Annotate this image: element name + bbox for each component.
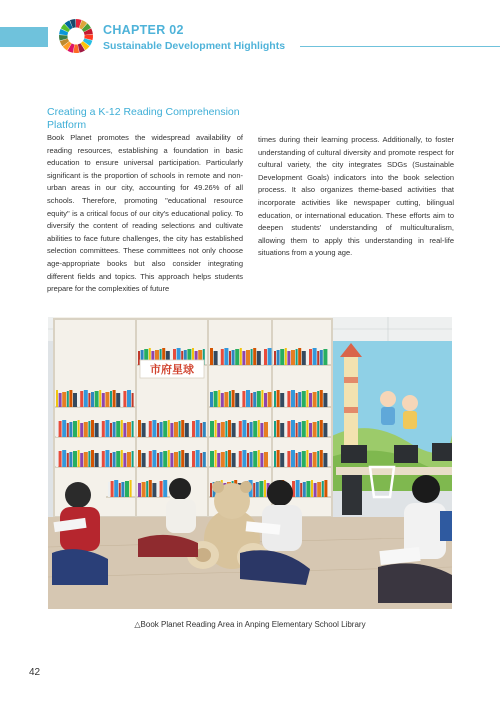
book-spine <box>179 451 181 467</box>
book-spine <box>280 349 284 365</box>
book-spine <box>268 348 272 365</box>
book-spine <box>62 420 66 437</box>
book-spine <box>130 480 132 497</box>
book-spine <box>214 351 218 365</box>
book-spine <box>185 453 189 467</box>
book-spine <box>84 422 88 437</box>
book-spine <box>146 452 148 467</box>
book-spine <box>228 450 231 467</box>
book-spine <box>215 420 217 437</box>
book-spine <box>56 390 58 407</box>
book-spine <box>192 451 195 467</box>
book-spine <box>132 451 134 467</box>
book-spine <box>221 393 224 407</box>
book-spine <box>114 480 118 497</box>
book-spine <box>142 423 146 437</box>
book-spine <box>253 483 255 497</box>
book-spine <box>291 390 295 407</box>
chapter-title: CHAPTER 02 <box>103 23 184 37</box>
book-spine <box>91 420 94 437</box>
book-spine <box>119 483 121 497</box>
book-spine <box>80 423 83 437</box>
book-spine <box>229 391 231 407</box>
book-spine <box>95 391 99 407</box>
book-spine <box>174 452 178 467</box>
book-spine <box>302 351 306 365</box>
book-spine <box>247 453 249 467</box>
book-spine <box>306 420 308 437</box>
book-spine <box>102 451 105 467</box>
book-spine <box>246 390 250 407</box>
book-spine <box>236 422 238 437</box>
book-spine <box>196 420 200 437</box>
book-spine <box>296 423 298 437</box>
book-spine <box>67 423 69 437</box>
book-spine <box>296 453 298 467</box>
book-spine <box>320 350 323 365</box>
book-spine <box>303 482 306 497</box>
book-spine <box>217 453 220 467</box>
book-spine <box>73 451 77 467</box>
book-spine <box>296 349 298 365</box>
book-spine <box>95 423 99 437</box>
book-spine <box>296 393 298 407</box>
book-spine <box>257 351 261 365</box>
book-spine <box>102 421 105 437</box>
book-spine <box>250 422 253 437</box>
book-spine <box>108 482 110 497</box>
book-spine <box>274 351 276 365</box>
book-spine <box>287 391 290 407</box>
book-spine <box>317 482 321 497</box>
book-spine <box>91 450 94 467</box>
book-spine <box>291 450 295 467</box>
book-spine <box>298 392 301 407</box>
book-spine <box>309 393 312 407</box>
book-spine <box>210 451 214 467</box>
book-spine <box>152 450 156 467</box>
book-spine <box>88 451 90 467</box>
book-spine <box>285 348 287 365</box>
book-spine <box>306 450 308 467</box>
book-spine <box>149 480 152 497</box>
book-spine <box>229 351 231 365</box>
book-spine <box>274 391 276 407</box>
book-spine <box>280 393 284 407</box>
book-spine <box>235 349 239 365</box>
book-spine <box>224 392 228 407</box>
book-spine <box>99 452 101 467</box>
book-spine <box>121 450 123 467</box>
header-accent-bar <box>0 27 48 47</box>
book-spine <box>138 420 141 437</box>
book-spine <box>258 420 260 437</box>
library-sign-text: 市府星球 <box>150 363 194 376</box>
book-spine <box>138 450 141 467</box>
book-spine <box>264 393 267 407</box>
book-spine <box>277 350 280 365</box>
book-spine <box>298 452 301 467</box>
section-heading: Creating a K-12 Reading Comprehension Platform <box>47 106 240 131</box>
book-spine <box>296 480 300 497</box>
book-spine <box>232 390 235 407</box>
book-spine <box>291 350 295 365</box>
book-spine <box>242 450 246 467</box>
book-spine <box>313 392 317 407</box>
book-spine <box>256 482 259 497</box>
book-spine <box>260 423 263 437</box>
book-spine <box>280 423 284 437</box>
book-spine <box>218 350 220 365</box>
book-spine <box>250 452 253 467</box>
book-spine <box>313 348 317 365</box>
book-spine <box>142 482 146 497</box>
book-spine <box>56 422 58 437</box>
book-spine <box>67 453 69 467</box>
book-spine <box>298 422 301 437</box>
book-spine <box>69 422 72 437</box>
book-spine <box>69 452 72 467</box>
book-spine <box>110 391 112 407</box>
book-spine <box>218 390 220 407</box>
book-spine <box>179 421 181 437</box>
book-spine <box>123 423 126 437</box>
book-spine <box>274 421 276 437</box>
book-spine <box>88 421 90 437</box>
book-spine <box>181 420 184 437</box>
book-spine <box>239 451 242 467</box>
photo-caption: △Book Planet Reading Area in Anping Elementary School Library <box>134 620 366 629</box>
book-spine <box>232 350 235 365</box>
book-spine <box>235 393 239 407</box>
book-spine <box>259 481 263 497</box>
book-spine <box>287 451 290 467</box>
page-number: 42 <box>29 667 41 678</box>
book-spine <box>302 421 306 437</box>
book-spine <box>125 481 129 497</box>
book-spine <box>110 423 112 437</box>
book-spine <box>146 481 148 497</box>
book-spine <box>225 421 227 437</box>
book-spine <box>163 480 167 497</box>
book-spine <box>160 452 163 467</box>
book-spine <box>232 423 236 437</box>
book-spine <box>225 451 227 467</box>
book-spine <box>264 422 268 437</box>
book-spine <box>62 392 66 407</box>
book-spine <box>322 481 324 497</box>
book-spine <box>221 349 224 365</box>
book-spine <box>210 392 213 407</box>
book-spine <box>181 450 184 467</box>
book-spine <box>260 453 263 467</box>
book-spine <box>251 393 253 407</box>
book-spine <box>91 392 94 407</box>
book-spine <box>251 349 253 365</box>
book-spine <box>121 420 123 437</box>
book-spine <box>257 391 261 407</box>
body-text-right-column: times during their learning process. Additionally, to foster understanding of cultural diversity and promote respect for cultural variety, the city integrates SDGs (Sustainable Development Goals) indicators into the book selection process. It also organizes theme-based activities that incorporate activities like newspaper cutting, bilingual education, or international education. These efforts aim to deepen students' understanding of multiculturalism, allowing them to apply this understanding in real-life situations from a young age. <box>258 135 454 258</box>
book-spine <box>242 351 245 365</box>
book-spine <box>317 351 319 365</box>
book-spine <box>110 453 112 467</box>
book-spine <box>261 350 263 365</box>
book-spine <box>102 393 105 407</box>
book-spine <box>80 391 83 407</box>
book-spine <box>306 481 310 497</box>
book-spine <box>317 421 319 437</box>
book-spine <box>215 450 217 467</box>
book-spine <box>132 421 134 437</box>
book-spine <box>157 423 159 437</box>
book-spine <box>210 483 212 497</box>
book-spine <box>78 392 80 407</box>
book-spine <box>320 420 323 437</box>
book-spine <box>306 390 308 407</box>
book-spine <box>302 391 306 407</box>
book-spine <box>132 393 134 407</box>
book-spine <box>203 422 206 437</box>
book-spine <box>116 451 120 467</box>
book-spine <box>253 451 257 467</box>
book-spine <box>174 422 178 437</box>
book-spine <box>99 422 101 437</box>
book-spine <box>69 390 72 407</box>
book-spine <box>95 453 99 467</box>
book-spine <box>317 451 319 467</box>
book-spine <box>323 453 327 467</box>
book-spine <box>116 393 120 407</box>
book-spine <box>160 481 163 497</box>
book-spine <box>323 423 327 437</box>
book-spine <box>203 452 206 467</box>
book-spine <box>200 453 202 467</box>
book-spine <box>317 391 319 407</box>
book-spine <box>306 350 308 365</box>
book-spine <box>170 453 173 467</box>
book-spine <box>121 392 123 407</box>
library-reading-photo <box>48 317 452 609</box>
book-spine <box>73 393 77 407</box>
sdg-wheel-icon <box>58 18 94 54</box>
book-spine <box>189 452 191 467</box>
book-spine <box>324 480 327 497</box>
book-spine <box>111 481 114 497</box>
body-text-left-column: Book Planet promotes the widespread availability of reading resources, establishing a foundation in basic education to ensure universal participation. Particularly significant is the proportion of schools in remote and non-urban areas in our city, accounting for 49.26% of all schools. Therefore, promoting "educational resource equity" is a critical focus of our city's educational policy. To diversify the content of reading selections and cultivate abilities to face future challenges, the city has established selection committees. These committees not only choose age-appropriate books but also consider integrating different fields and topics. This approach helps students prepare for the complexities of future <box>47 133 243 294</box>
book-spine <box>127 390 131 407</box>
book-spine <box>264 349 267 365</box>
book-spine <box>242 420 246 437</box>
book-spine <box>127 422 131 437</box>
book-spine <box>73 421 77 437</box>
book-spine <box>56 452 58 467</box>
book-spine <box>309 423 312 437</box>
book-spine <box>277 390 280 407</box>
book-spine <box>277 450 280 467</box>
book-spine <box>168 420 170 437</box>
book-spine <box>277 420 280 437</box>
book-spine <box>121 482 124 497</box>
book-spine <box>287 351 290 365</box>
book-spine <box>152 483 156 497</box>
book-spine <box>232 453 236 467</box>
book-spine <box>323 393 327 407</box>
book-spine <box>149 451 152 467</box>
book-spine <box>311 480 313 497</box>
book-spine <box>105 420 109 437</box>
book-spine <box>84 390 88 407</box>
book-spine <box>163 421 167 437</box>
book-spine <box>285 422 287 437</box>
book-spine <box>258 450 260 467</box>
book-spine <box>217 423 220 437</box>
book-spine <box>246 350 250 365</box>
book-spine <box>210 421 214 437</box>
book-spine <box>242 391 245 407</box>
book-spine <box>240 392 242 407</box>
book-spine <box>287 421 290 437</box>
book-spine <box>138 483 141 497</box>
book-spine <box>313 452 317 467</box>
book-spine <box>80 453 83 467</box>
book-spine <box>170 423 173 437</box>
book-spine <box>239 421 242 437</box>
book-spine <box>309 453 312 467</box>
book-spine <box>313 422 317 437</box>
book-spine <box>160 422 163 437</box>
book-spine <box>62 450 66 467</box>
book-spine <box>253 392 256 407</box>
book-spine <box>196 450 200 467</box>
book-spine <box>302 451 306 467</box>
book-spine <box>152 420 156 437</box>
book-spine <box>298 348 301 365</box>
book-spine <box>200 423 202 437</box>
book-spine <box>300 483 302 497</box>
book-spine <box>105 450 109 467</box>
book-spine <box>221 452 225 467</box>
book-spine <box>285 392 287 407</box>
book-spine <box>320 450 323 467</box>
book-spine <box>320 390 323 407</box>
book-spine <box>189 422 191 437</box>
book-spine <box>99 390 101 407</box>
book-spine <box>149 421 152 437</box>
book-spine <box>228 420 231 437</box>
book-spine <box>168 450 170 467</box>
book-spine <box>221 422 225 437</box>
book-spine <box>253 421 257 437</box>
book-spine <box>113 452 116 467</box>
book-spine <box>247 423 249 437</box>
book-spine <box>78 420 80 437</box>
book-spine <box>323 349 327 365</box>
book-spine <box>236 452 238 467</box>
book-spine <box>157 453 159 467</box>
book-spine <box>123 453 126 467</box>
book-spine <box>78 450 80 467</box>
book-spine <box>280 453 284 467</box>
chapter-subtitle: Sustainable Development Highlights <box>103 40 286 52</box>
book-spine <box>163 451 167 467</box>
book-spine <box>264 452 268 467</box>
book-spine <box>59 421 62 437</box>
book-spine <box>285 452 287 467</box>
book-spine <box>123 391 126 407</box>
header-divider <box>300 46 500 47</box>
book-spine <box>88 393 90 407</box>
book-spine <box>116 421 120 437</box>
book-spine <box>291 420 295 437</box>
book-spine <box>127 452 131 467</box>
book-spine <box>157 482 159 497</box>
book-spine <box>84 452 88 467</box>
book-spine <box>240 348 242 365</box>
book-spine <box>113 422 116 437</box>
book-spine <box>309 349 312 365</box>
book-spine <box>185 423 189 437</box>
book-spine <box>253 348 256 365</box>
book-spine <box>105 392 109 407</box>
book-spine <box>268 392 272 407</box>
book-spine <box>146 422 148 437</box>
book-spine <box>59 451 62 467</box>
book-spine <box>261 390 263 407</box>
book-spine <box>210 348 213 365</box>
book-spine <box>274 451 276 467</box>
book-spine <box>113 390 116 407</box>
book-spine <box>59 393 62 407</box>
book-spine <box>67 391 69 407</box>
book-spine <box>264 480 266 497</box>
book-spine <box>192 421 195 437</box>
book-spine <box>214 391 218 407</box>
book-spine <box>314 483 317 497</box>
book-spine <box>142 453 146 467</box>
book-spine <box>224 348 228 365</box>
